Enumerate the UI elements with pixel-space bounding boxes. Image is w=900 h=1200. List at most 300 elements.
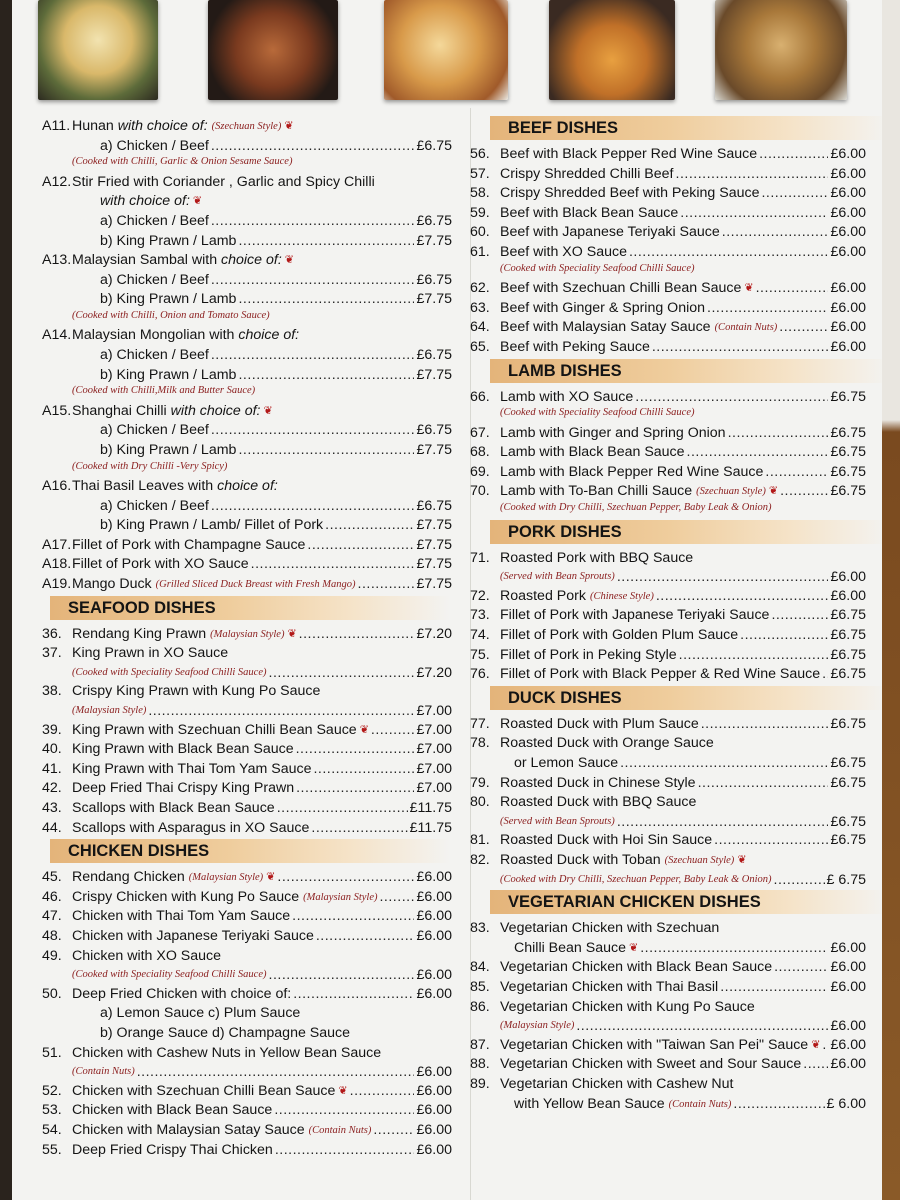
item-name: Beef with Black Bean Sauce xyxy=(500,204,679,221)
dot-leader xyxy=(379,887,414,907)
section-title: BEEF DISHES xyxy=(508,119,619,137)
item-number: 68. xyxy=(470,444,490,461)
dot-leader xyxy=(822,664,828,684)
item-name: Fillet of Pork with Black Pepper & Red Wine Sauce xyxy=(500,666,821,683)
menu-item xyxy=(470,222,866,242)
item-number xyxy=(42,365,72,385)
item-name: King Prawn in XO Sauce xyxy=(72,645,229,662)
item-note: (Malaysian Style) xyxy=(210,628,285,640)
item-number: 80. xyxy=(470,794,490,811)
chili-icon: ❦ xyxy=(284,254,294,267)
item-number: 72. xyxy=(470,587,490,604)
item-description: (Malaysian Style) xyxy=(500,1020,575,1032)
item-name: Rendang King Prawn xyxy=(72,625,207,642)
dot-leader xyxy=(576,1016,828,1036)
dot-leader xyxy=(635,387,828,407)
menu-item xyxy=(42,778,452,798)
item-name: Fillet of Pork with XO Sauce xyxy=(72,556,249,573)
menu-item xyxy=(470,298,866,318)
item-description: (Cooked with Speciality Seafood Chilli Sauce) xyxy=(72,666,267,678)
item-price: £6.00 xyxy=(830,280,866,297)
dot-leader xyxy=(269,663,415,683)
item-number xyxy=(42,1062,72,1082)
item-number xyxy=(42,191,72,211)
chili-icon: ❦ xyxy=(811,1038,821,1051)
item-name: Crispy King Prawn with Kung Po Sauce xyxy=(72,683,321,700)
item-note: (Contain Nuts) xyxy=(714,322,778,334)
item-name: Chicken with Cashew Nuts in Yellow Bean Sauce xyxy=(72,1044,382,1061)
menu-item xyxy=(470,1054,866,1074)
menu-item xyxy=(470,664,866,684)
dot-leader xyxy=(701,714,829,734)
menu-item xyxy=(42,887,452,907)
chili-icon: ❦ xyxy=(359,723,369,736)
photo-strip xyxy=(12,0,882,112)
item-name: Crispy Shredded Chilli Beef xyxy=(500,165,674,182)
menu-item xyxy=(470,773,866,793)
item-name: Lamb with XO Sauce xyxy=(500,388,634,405)
dot-leader xyxy=(373,1120,414,1140)
menu-item xyxy=(42,1043,452,1063)
item-description: (Served with Bean Sprouts) xyxy=(500,571,615,583)
menu-item xyxy=(470,733,866,753)
item-name: Vegetarian Chicken with "Taiwan San Pei" Sauce xyxy=(500,1036,809,1053)
dot-leader xyxy=(238,289,414,309)
dish-photo xyxy=(384,0,508,100)
dot-leader xyxy=(313,759,414,779)
menu-item xyxy=(42,1140,452,1160)
item-name: with choice of: xyxy=(100,193,190,210)
item-number xyxy=(470,870,500,890)
chili-icon: ❦ xyxy=(744,282,754,295)
item-name: b) Orange Sauce d) Champagne Sauce xyxy=(100,1025,351,1041)
menu-item xyxy=(42,116,452,136)
item-price: £6.00 xyxy=(830,939,866,956)
menu-item xyxy=(470,242,866,262)
dot-leader xyxy=(292,906,414,926)
dot-leader xyxy=(251,554,415,574)
item-price: £7.75 xyxy=(416,291,452,308)
item-name: Roasted Duck with Plum Sauce xyxy=(500,715,699,732)
item-price: £6.00 xyxy=(830,146,866,162)
item-name: b) King Prawn / Lamb xyxy=(100,291,237,308)
dot-leader xyxy=(728,423,829,443)
menu-item xyxy=(42,681,452,701)
item-price: £6.75 xyxy=(830,388,866,405)
item-name: Vegetarian Chicken with Cashew Nut xyxy=(500,1075,734,1092)
item-description: (Cooked with Chilli,Milk and Butter Sauce) xyxy=(72,385,256,397)
chili-icon: ❦ xyxy=(629,941,639,954)
menu-page xyxy=(12,0,882,1200)
item-note: (Contain Nuts) xyxy=(668,1098,732,1110)
dish-photo xyxy=(549,0,675,100)
item-name: Scallops with Black Bean Sauce xyxy=(72,800,275,816)
item-price: £6.75 xyxy=(416,497,452,514)
item-price: £6.00 xyxy=(830,978,866,995)
item-number: 40. xyxy=(42,741,62,758)
dot-leader xyxy=(137,1062,415,1082)
item-number: 66. xyxy=(470,388,490,405)
menu-item xyxy=(42,798,452,818)
menu-item xyxy=(470,977,866,997)
menu-item xyxy=(42,759,452,779)
chili-icon: ❦ xyxy=(737,853,747,866)
item-name: Beef with XO Sauce xyxy=(500,244,627,260)
menu-item xyxy=(470,938,866,958)
item-number: 85. xyxy=(470,978,490,995)
item-name: Lamb with Black Pepper Red Wine Sauce xyxy=(500,463,764,480)
dot-leader xyxy=(722,222,829,242)
item-price: £6.75 xyxy=(830,754,866,771)
chili-icon: ❦ xyxy=(192,195,203,208)
item-number: 75. xyxy=(470,646,490,663)
item-number: 44. xyxy=(42,819,62,836)
item-name: Malaysian Sambal with xyxy=(72,252,218,269)
dot-leader xyxy=(299,624,415,644)
item-name: Beef with Black Pepper Red Wine Sauce xyxy=(500,146,758,162)
item-name: Beef with Szechuan Chilli Bean Sauce xyxy=(500,280,742,297)
item-price: £6.00 xyxy=(416,869,452,886)
item-name: King Prawn with Thai Tom Yam Sauce xyxy=(72,760,312,777)
dot-leader xyxy=(311,818,407,838)
item-name: b) King Prawn / Lamb xyxy=(100,232,237,249)
item-price: £6.00 xyxy=(830,587,866,604)
item-number: 47. xyxy=(42,908,62,925)
item-choice-label: with choice of: xyxy=(166,402,261,419)
dot-leader xyxy=(211,496,415,516)
dot-leader xyxy=(656,586,829,606)
section-header xyxy=(50,596,450,620)
menu-item xyxy=(42,515,452,535)
item-name: Beef with Malaysian Satay Sauce xyxy=(500,319,711,336)
dot-leader xyxy=(617,812,829,832)
item-price: £6.00 xyxy=(416,928,452,944)
section-header xyxy=(490,359,882,383)
menu-item xyxy=(42,946,452,966)
item-price: £7.00 xyxy=(416,780,452,797)
dot-leader xyxy=(371,720,415,740)
item-price: £6.75 xyxy=(416,137,452,154)
item-number: A17. xyxy=(42,536,72,553)
item-number: A14. xyxy=(42,327,72,344)
item-number xyxy=(42,270,72,290)
item-number: 54. xyxy=(42,1122,62,1138)
menu-item xyxy=(470,423,866,443)
item-description: (Cooked with Chilli, Garlic & Onion Sesame Sauce) xyxy=(72,156,293,168)
item-note: (Szechuan Style) xyxy=(664,854,735,866)
item-price: £6.00 xyxy=(416,1102,452,1119)
item-number xyxy=(42,1023,72,1043)
menu-item xyxy=(470,481,866,501)
item-price: £6.75 xyxy=(830,715,866,732)
item-number: 88. xyxy=(470,1056,490,1073)
item-name: Crispy Chicken with Kung Po Sauce xyxy=(72,888,300,905)
item-name: Deep Fried Crispy Thai Chicken xyxy=(72,1141,273,1158)
dot-leader xyxy=(756,278,829,298)
section-header xyxy=(490,686,882,710)
chili-icon: ❦ xyxy=(287,627,297,640)
item-price: £6.00 xyxy=(416,967,452,984)
menu-item xyxy=(470,1094,866,1114)
dot-leader xyxy=(629,242,829,262)
dot-leader xyxy=(238,231,414,251)
dot-leader xyxy=(307,535,414,555)
item-choice-label: choice of: xyxy=(234,327,300,344)
menu-item xyxy=(470,144,866,164)
item-price: £6.75 xyxy=(830,463,866,480)
item-number: A15. xyxy=(42,402,72,419)
item-description: (Cooked with Dry Chilli, Szechuan Pepper, Baby Leak & Onion) xyxy=(500,502,772,513)
item-price: £6.00 xyxy=(830,224,866,241)
dot-leader xyxy=(275,1140,415,1160)
menu-item xyxy=(470,442,866,462)
item-note: (Malaysian Style) xyxy=(303,891,378,903)
item-description: (Cooked with Speciality Seafood Chilli Sauce) xyxy=(72,969,267,981)
item-note: (Szechuan Style) xyxy=(696,486,766,498)
menu-item xyxy=(42,1023,452,1043)
item-number: 50. xyxy=(42,985,62,1002)
item-description-line xyxy=(470,812,866,832)
item-price: £7.75 xyxy=(416,517,452,534)
menu-item xyxy=(42,643,452,663)
dot-leader xyxy=(771,605,828,625)
item-name: Thai Basil Leaves with xyxy=(72,478,214,494)
item-name: a) Chicken / Beef xyxy=(100,212,209,229)
item-price: £7.20 xyxy=(416,625,452,642)
item-number: 77. xyxy=(470,715,490,732)
item-number: 43. xyxy=(42,800,62,816)
menu-item xyxy=(42,554,452,574)
menu-item xyxy=(42,818,452,838)
item-number: 81. xyxy=(470,832,490,849)
dish-photo xyxy=(38,0,158,100)
menu-item xyxy=(42,984,452,1004)
item-name: Fillet of Pork with Golden Plum Sauce xyxy=(500,626,739,643)
section-header xyxy=(490,890,882,914)
menu-item xyxy=(470,548,866,568)
dot-leader xyxy=(269,965,415,985)
item-price: £6.00 xyxy=(830,569,866,586)
menu-item xyxy=(42,1003,452,1023)
item-description-line xyxy=(42,701,452,721)
item-number: 57. xyxy=(470,165,490,182)
menu-item xyxy=(470,850,866,870)
item-price: £6.75 xyxy=(416,271,452,288)
menu-item xyxy=(42,535,452,555)
menu-item xyxy=(470,278,866,298)
item-note: (Grilled Sliced Duck Breast with Fresh Mango) xyxy=(155,579,356,590)
menu-item xyxy=(42,231,452,251)
menu-item xyxy=(42,720,452,740)
dot-leader xyxy=(274,1100,414,1120)
menu-item xyxy=(42,440,452,460)
dot-leader xyxy=(238,365,414,385)
item-name: Crispy Shredded Beef with Peking Sauce xyxy=(500,185,760,202)
dot-leader xyxy=(774,870,825,890)
item-price: £6.75 xyxy=(830,607,866,624)
section-title: SEAFOOD DISHES xyxy=(68,598,216,617)
item-name: Roasted Duck with Orange Sauce xyxy=(500,735,714,752)
item-description-line xyxy=(42,663,452,683)
menu-item xyxy=(470,337,866,357)
item-number: A12. xyxy=(42,173,72,190)
menu-item xyxy=(42,926,452,946)
item-number: A13. xyxy=(42,252,72,269)
item-price: £7.00 xyxy=(416,760,452,777)
item-price: £6.75 xyxy=(830,626,866,643)
dot-leader xyxy=(687,442,829,462)
dot-leader xyxy=(293,984,414,1004)
section-title: PORK DISHES xyxy=(508,522,622,541)
item-description: (Served with Bean Sprouts) xyxy=(500,815,615,827)
menu-item xyxy=(470,645,866,665)
item-name: Rendang Chicken xyxy=(72,869,185,886)
section-title: VEGETARIAN CHICKEN DISHES xyxy=(508,893,761,912)
item-name: b) King Prawn / Lamb xyxy=(100,366,237,383)
dot-leader xyxy=(296,739,415,759)
menu-item xyxy=(470,183,866,203)
item-number: A11. xyxy=(42,118,71,134)
item-name: Shanghai Chilli xyxy=(72,402,167,419)
item-number: 70. xyxy=(470,483,490,500)
item-number: 38. xyxy=(42,683,62,700)
item-number: A19. xyxy=(42,576,72,592)
dot-leader xyxy=(640,938,828,958)
menu-item xyxy=(42,401,452,421)
item-number: 39. xyxy=(42,721,62,738)
dot-leader xyxy=(680,203,828,223)
item-name: or Lemon Sauce xyxy=(514,754,619,771)
dot-leader xyxy=(211,270,415,290)
menu-item xyxy=(470,997,866,1017)
item-name: Hunan xyxy=(72,118,114,134)
menu-item xyxy=(470,918,866,938)
menu-item xyxy=(42,1120,452,1140)
item-price: £6.75 xyxy=(830,832,866,849)
item-number: 55. xyxy=(42,1141,62,1158)
item-price: £6.00 xyxy=(830,1036,866,1053)
item-number: 78. xyxy=(470,735,490,752)
section-header xyxy=(490,116,882,140)
item-price: £6.00 xyxy=(830,244,866,260)
dot-leader xyxy=(779,317,828,337)
item-number: 82. xyxy=(470,851,490,868)
item-number: 41. xyxy=(42,760,62,777)
item-number xyxy=(470,1094,500,1114)
dot-leader xyxy=(803,1054,828,1074)
item-price: £6.00 xyxy=(830,1056,866,1073)
item-price: £6.00 xyxy=(416,1064,452,1081)
item-number: 84. xyxy=(470,959,490,976)
menu-item xyxy=(42,476,452,496)
item-price: £6.00 xyxy=(416,1122,452,1138)
item-price: £6.00 xyxy=(830,959,866,976)
item-price: £6.00 xyxy=(416,908,452,925)
item-price: £7.75 xyxy=(416,576,452,592)
menu-item xyxy=(42,172,452,192)
menu-item xyxy=(42,250,452,270)
item-number: 89. xyxy=(470,1075,490,1092)
dot-leader xyxy=(277,867,414,887)
item-number xyxy=(42,663,72,683)
item-description: (Cooked with Speciality Seafood Chilli Sauce) xyxy=(500,262,695,274)
item-note: (Chinese Style) xyxy=(589,590,654,602)
menu-item xyxy=(470,203,866,223)
dot-leader xyxy=(720,977,828,997)
menu-item xyxy=(42,191,452,211)
dot-leader xyxy=(822,1035,828,1055)
item-number: 64. xyxy=(470,319,490,336)
item-price: £7.75 xyxy=(416,366,452,383)
chili-icon: ❦ xyxy=(768,485,779,498)
item-description: (Malaysian Style) xyxy=(72,705,147,716)
dot-leader xyxy=(676,164,829,184)
item-name: Lamb with Ginger and Spring Onion xyxy=(500,424,726,441)
item-name: Mango Duck xyxy=(72,576,152,592)
item-price: £7.75 xyxy=(416,556,452,573)
item-number xyxy=(42,211,72,231)
section-header xyxy=(490,520,882,544)
item-name: Fillet of Pork with Champagne Sauce xyxy=(72,536,306,553)
menu-item xyxy=(470,164,866,184)
dish-photo xyxy=(715,0,847,100)
menu-item xyxy=(470,462,866,482)
section-header xyxy=(50,839,450,863)
item-price: £6.00 xyxy=(830,185,866,202)
dot-leader xyxy=(325,515,414,535)
menu-item xyxy=(42,1081,452,1101)
dot-leader xyxy=(698,773,829,793)
dot-leader xyxy=(761,183,828,203)
item-note: (Contain Nuts) xyxy=(308,1125,372,1136)
dot-leader xyxy=(277,798,408,818)
dot-leader xyxy=(350,1081,415,1101)
menu-item xyxy=(42,574,452,594)
item-number: 60. xyxy=(470,224,490,241)
item-price: £ 6.75 xyxy=(826,871,866,888)
item-name: Scallops with Asparagus in XO Sauce xyxy=(72,819,310,836)
item-number: 62. xyxy=(470,280,490,297)
section-title: CHICKEN DISHES xyxy=(68,842,210,861)
item-description-line xyxy=(470,567,866,587)
item-number: 67. xyxy=(470,424,490,441)
item-number: 37. xyxy=(42,645,62,662)
item-price: £6.75 xyxy=(416,212,452,229)
item-name: Vegetarian Chicken with Sweet and Sour Sauce xyxy=(500,1056,802,1073)
chili-icon: ❦ xyxy=(284,120,294,132)
dot-leader xyxy=(617,567,829,587)
item-number xyxy=(42,701,72,721)
item-name: Deep Fried Chicken with choice of: xyxy=(72,985,292,1002)
dot-leader xyxy=(211,345,415,365)
item-name: Chicken with XO Sauce xyxy=(72,947,222,964)
item-price: £6.00 xyxy=(830,338,866,355)
item-price: £7.00 xyxy=(416,703,452,719)
item-price: £6.75 xyxy=(416,347,452,363)
item-name: b) King Prawn / Lamb/ Fillet of Pork xyxy=(100,517,324,534)
menu-item xyxy=(470,957,866,977)
item-number: 46. xyxy=(42,888,62,905)
item-price: £7.75 xyxy=(416,536,452,553)
background-left xyxy=(0,0,12,1200)
item-name: Vegetarian Chicken with Kung Po Sauce xyxy=(500,998,755,1015)
item-name: a) Lemon Sauce c) Plum Sauce xyxy=(100,1005,301,1022)
item-choice-label: with choice of: xyxy=(113,118,208,134)
dot-leader xyxy=(316,926,415,946)
menu-item xyxy=(470,586,866,606)
menu-item xyxy=(470,317,866,337)
item-price: £6.75 xyxy=(830,424,866,441)
